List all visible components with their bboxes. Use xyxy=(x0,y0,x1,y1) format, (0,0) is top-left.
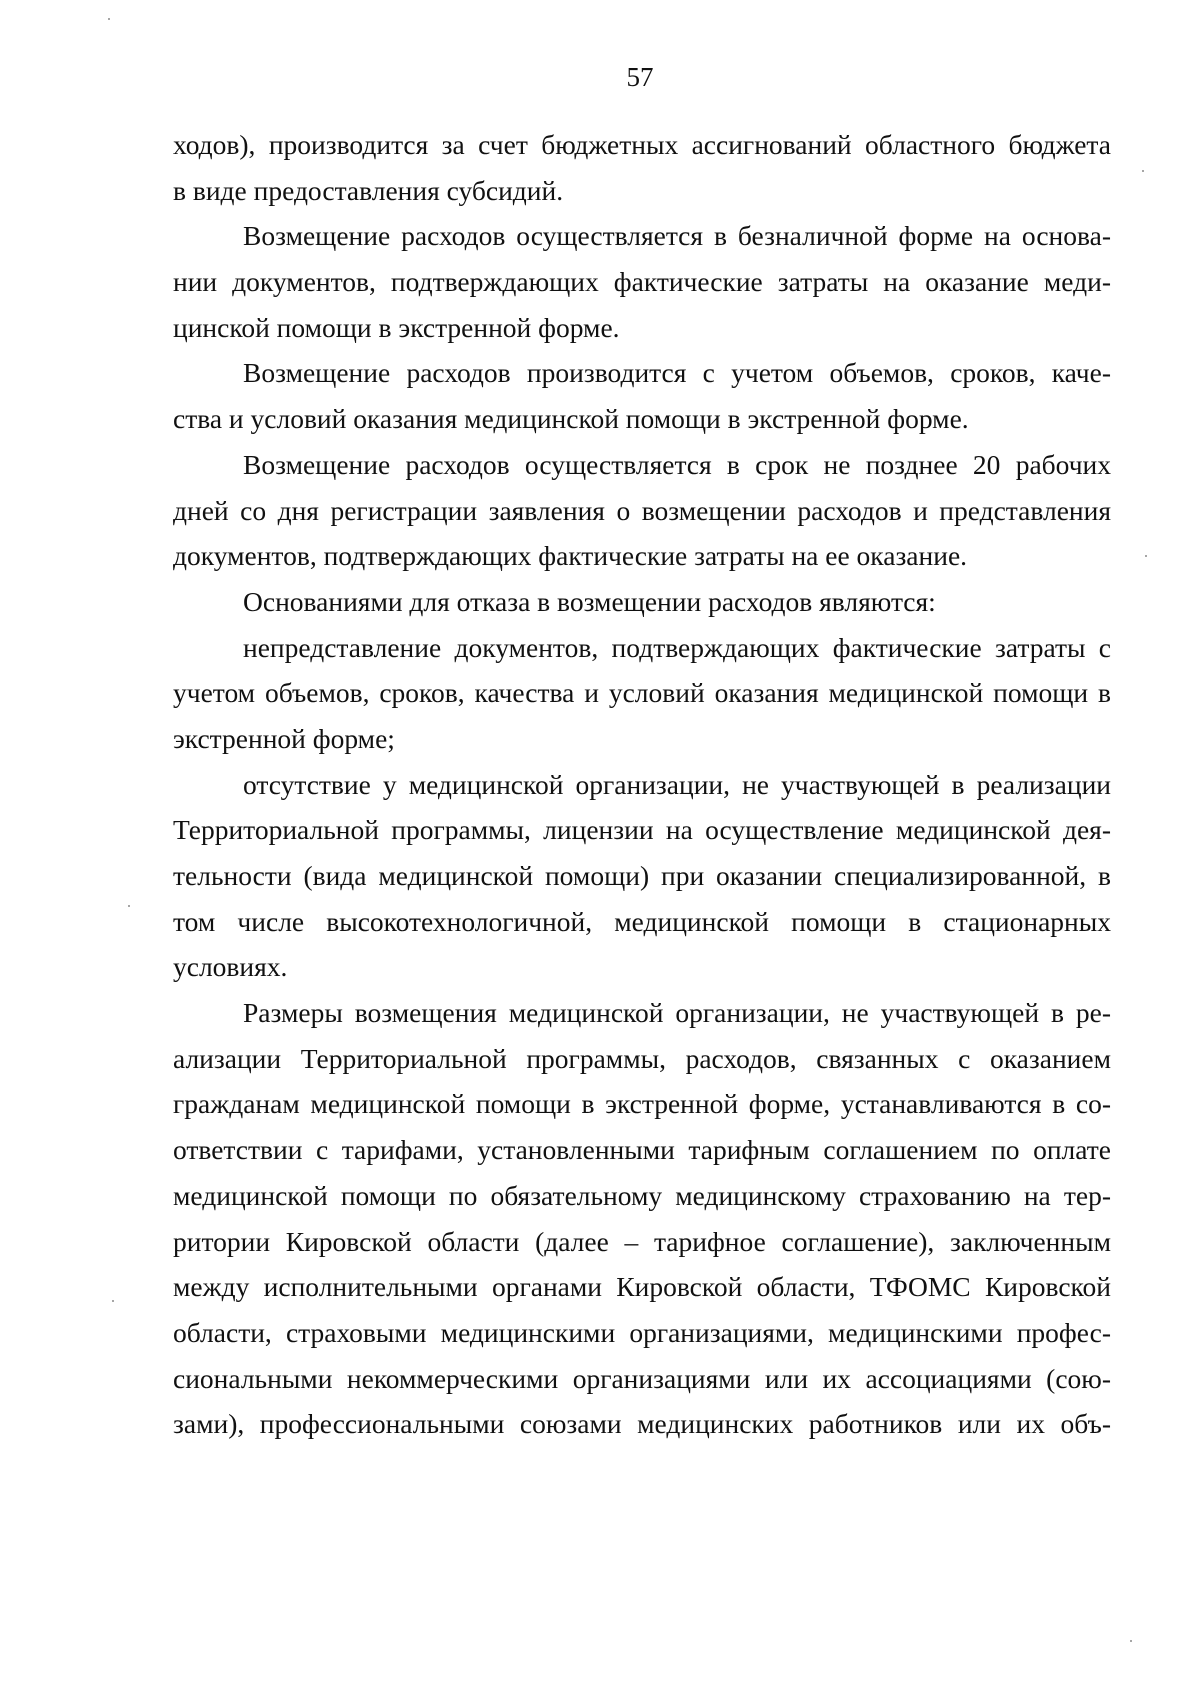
paragraph-3 xyxy=(173,350,1111,441)
text-line: учетом объемов, сроков, качества и условий оказания медицинской помощи в xyxy=(173,677,1111,709)
text-line: области, страховыми медицинскими организациями, медицинскими профес- xyxy=(173,1316,1111,1348)
text-line: Возмещение расходов осуществляется в срок не позднее 20 рабочих xyxy=(243,448,1111,480)
text-line: Возмещение расходов производится с учетом объемов, сроков, каче- xyxy=(243,357,1111,389)
paragraph-8 xyxy=(173,990,1111,1447)
text-line: тельности (вида медицинской помощи) при оказании специализированной, в xyxy=(173,860,1111,891)
text-line: сиональными некоммерческими организациями или их ассоциациями (сою- xyxy=(173,1362,1111,1394)
paragraph-2 xyxy=(173,213,1111,350)
text-line: в виде предоставления субсидий. xyxy=(173,174,564,206)
paragraph-6 xyxy=(173,625,1111,762)
text-line: отсутствие у медицинской организации, не участвующей в реализации xyxy=(243,768,1111,800)
text-line: цинской помощи в экстренной форме. xyxy=(173,311,620,343)
text-line: ализации Территориальной программы, расходов, связанных с оказанием xyxy=(173,1042,1111,1074)
text-line: Возмещение расходов осуществляется в безналичной форме на основа- xyxy=(243,220,1111,252)
text-line: зами), профессиональными союзами медицинских работников или их объ- xyxy=(173,1408,1111,1440)
text-line: между исполнительными органами Кировской области, ТФОМС Кировской xyxy=(173,1271,1111,1303)
text-line: том числе высокотехнологичной, медицинской помощи в стационарных xyxy=(173,905,1111,937)
text-line: непредставление документов, подтверждающих фактические затраты с xyxy=(243,631,1111,663)
text-line: ходов), производится за счет бюджетных ассигнований областного бюджета xyxy=(173,129,1111,160)
text-line: ства и условий оказания медицинской помощи в экстренной форме. xyxy=(173,403,969,435)
page-number: 57 xyxy=(626,62,654,92)
text-line: медицинской помощи по обязательному медицинскому страхованию на тер- xyxy=(173,1179,1111,1211)
scan-speck xyxy=(108,18,110,20)
scan-speck xyxy=(1145,555,1147,557)
body-text xyxy=(173,122,1111,1447)
text-line: Основаниями для отказа в возмещении расходов являются: xyxy=(243,585,936,617)
text-line: дней со дня регистрации заявления о возмещении расходов и представления xyxy=(173,494,1111,526)
paragraph-1 xyxy=(173,122,1111,213)
text-line: нии документов, подтверждающих фактические затраты на оказание меди- xyxy=(173,266,1111,298)
scan-speck xyxy=(1130,1640,1132,1642)
scan-speck xyxy=(1142,170,1144,172)
paragraph-5 xyxy=(173,579,1111,625)
text-line: условиях. xyxy=(173,951,288,983)
text-line: гражданам медицинской помощи в экстренной форме, устанавливаются в со- xyxy=(173,1088,1111,1120)
text-line: экстренной форме; xyxy=(173,722,395,754)
text-line: ритории Кировской области (далее – тарифное соглашение), заключенным xyxy=(173,1225,1111,1257)
paragraph-7 xyxy=(173,762,1111,990)
paragraph-4 xyxy=(173,442,1111,579)
scan-speck xyxy=(128,905,130,907)
text-line: Размеры возмещения медицинской организации, не участвующей в ре- xyxy=(243,997,1111,1029)
text-line: ответствии с тарифами, установленными тарифным соглашением по оплате xyxy=(173,1134,1111,1166)
scan-speck xyxy=(112,1300,114,1302)
text-line: документов, подтверждающих фактические затраты на ее оказание. xyxy=(173,540,968,572)
text-line: Территориальной программы, лицензии на осуществление медицинской дея- xyxy=(173,814,1111,846)
